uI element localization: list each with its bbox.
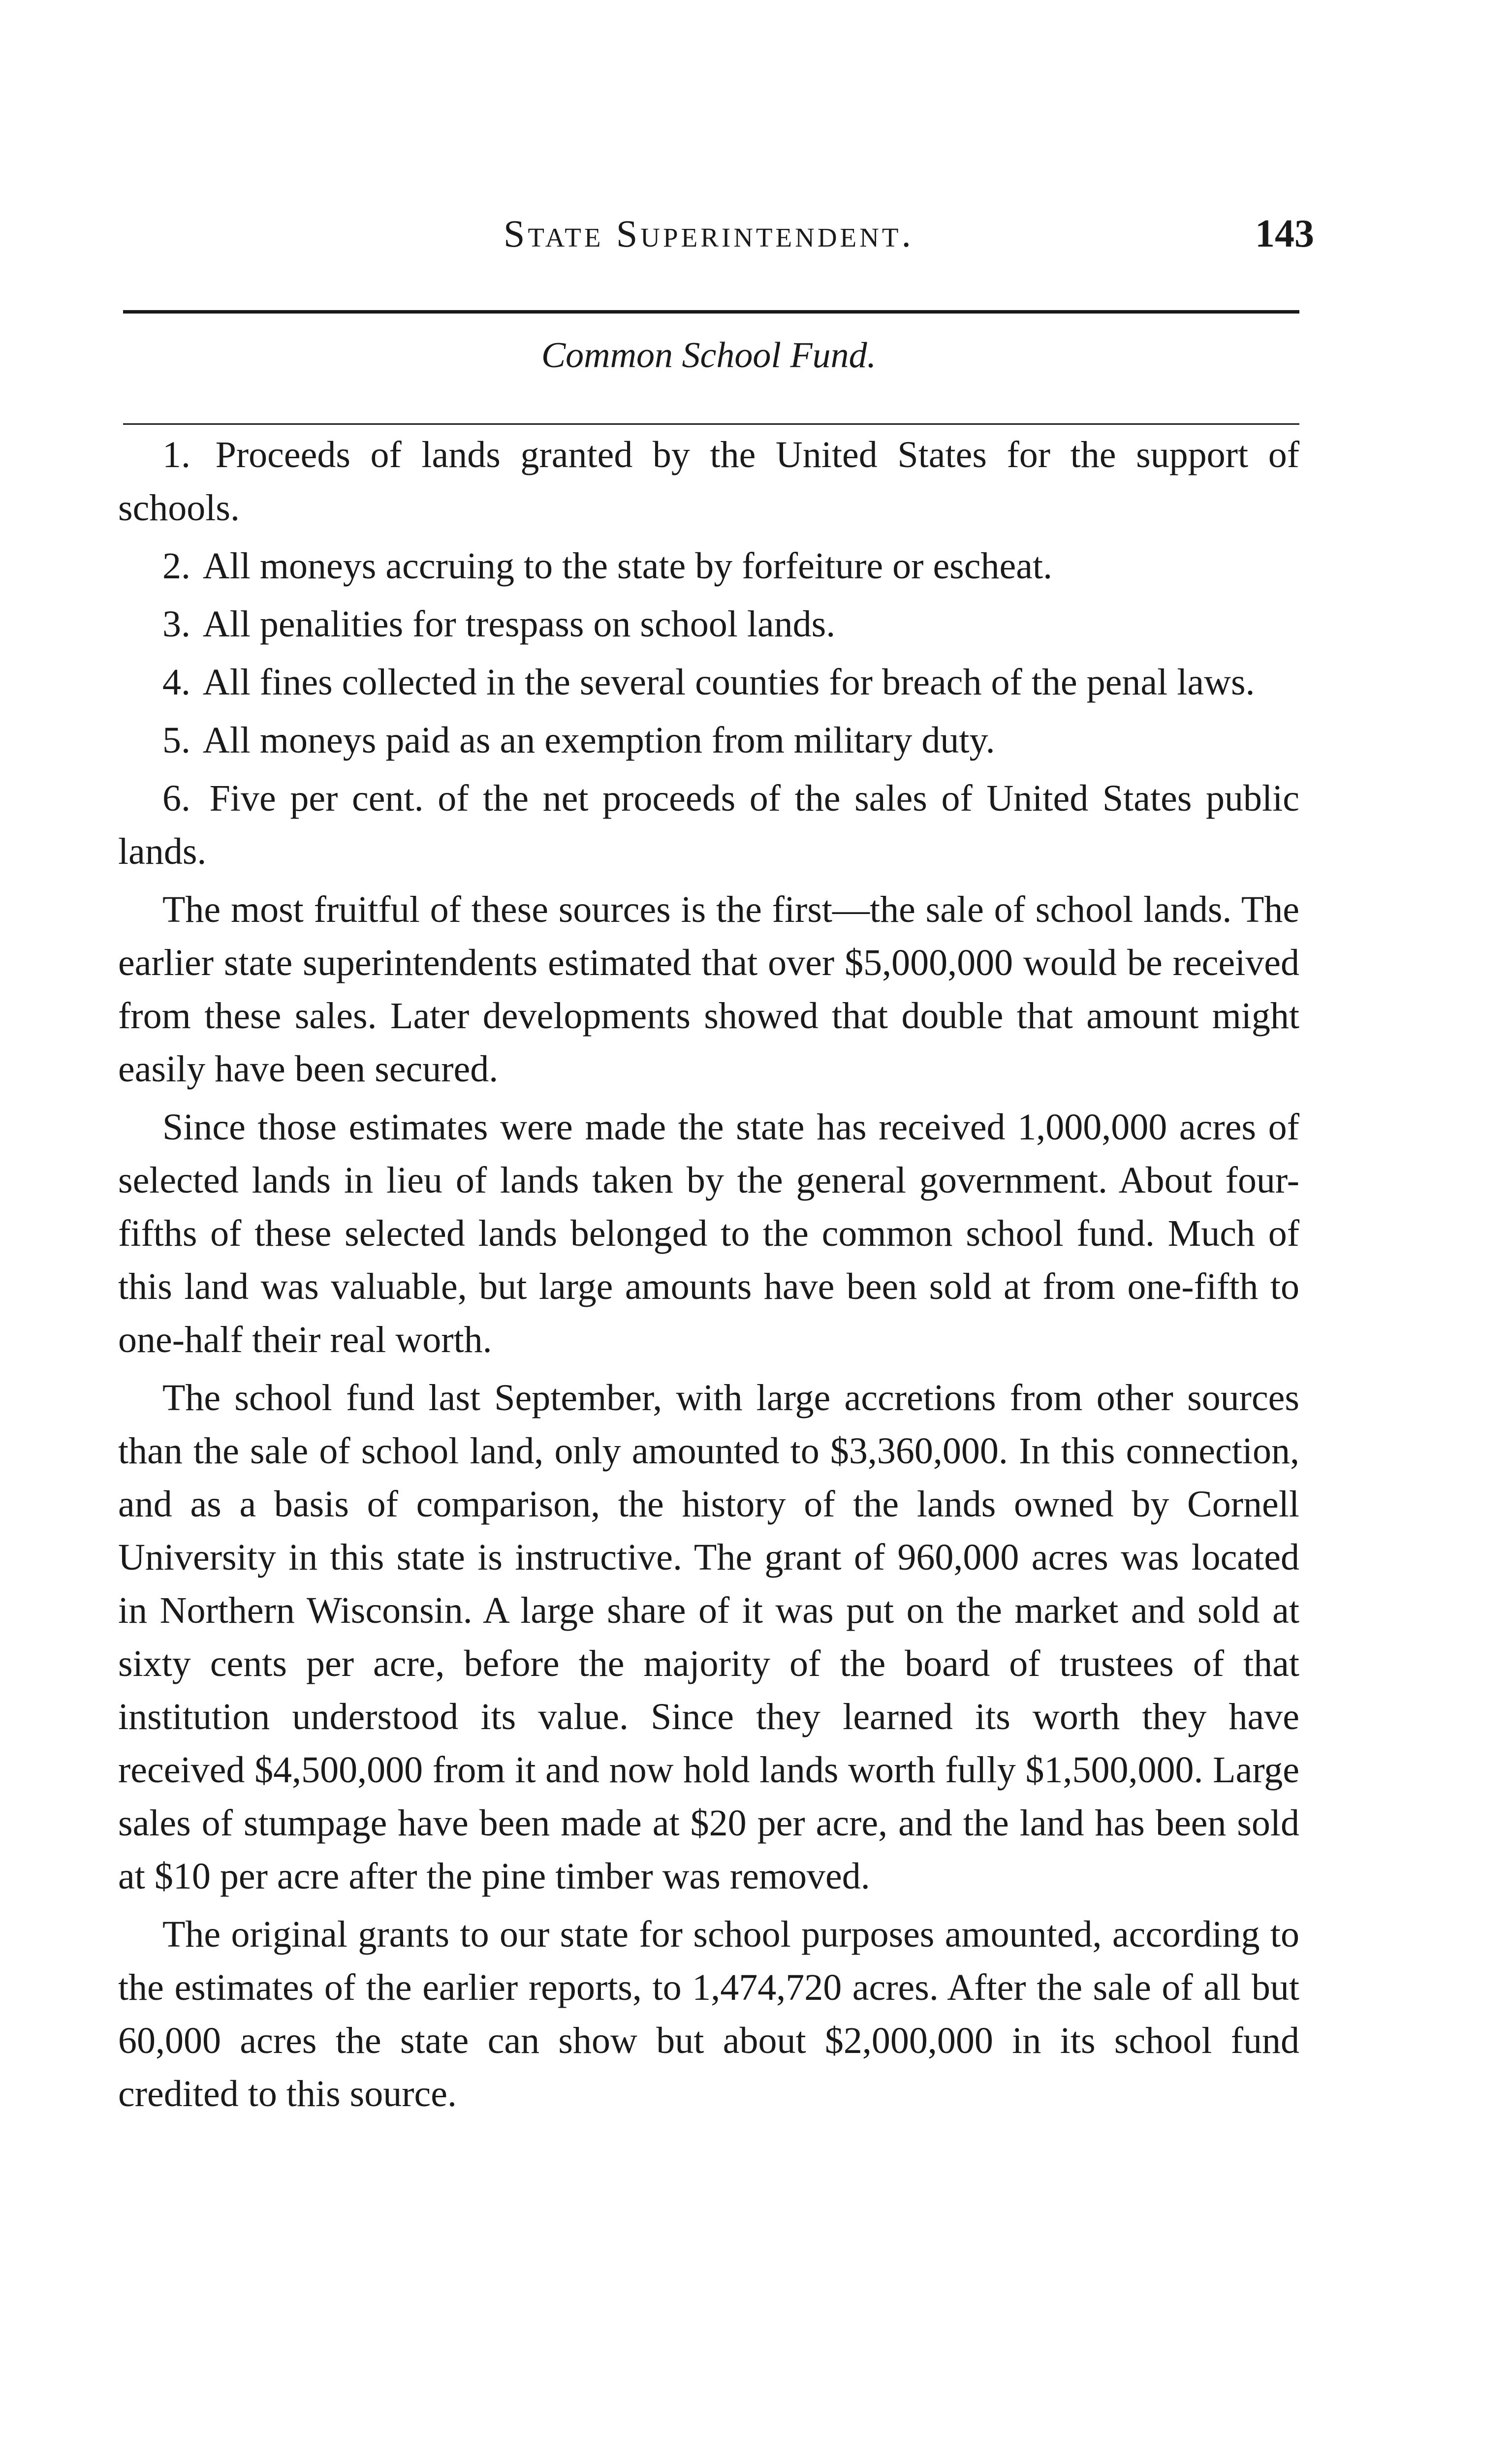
- list-item: [118, 656, 1299, 709]
- list-item: [118, 539, 1299, 593]
- header-rule: [123, 310, 1299, 314]
- page-number: 143: [1255, 212, 1314, 255]
- list-item-text: Proceeds of lands granted by the United States for the support of schools.: [118, 434, 1300, 529]
- paragraph: The original grants to our state for school purposes amounted, according to the estimates of the earlier reports, to 1,474,720 acres. After the sale of all but 60,000 acres the state can show but about $2,000,000 in its school fund credited to this source.: [118, 1914, 1299, 2114]
- section-rule: [123, 423, 1299, 425]
- section-title: Common School Fund.: [541, 335, 877, 376]
- paragraph: The most fruitful of these sources is the first—the sale of school lands. The earlier state superintendents estimated that over $5,000,000 would be received from these sales. Later developments showed that double that amount might easily have been secured.: [118, 889, 1299, 1090]
- list-item-number: 3.: [162, 603, 190, 645]
- list-item-text: All moneys paid as an exemption from military duty.: [202, 720, 995, 761]
- body-text: [118, 428, 1299, 2125]
- paragraph: Since those estimates were made the state has received 1,000,000 acres of selected lands in lieu of lands taken by the general government. About four-fifths of these selected lands belonged to the common school fund. Much of this land was valuable, but large amounts have been sold at from one-fifth to one-half their real worth.: [118, 1106, 1299, 1360]
- list-item-number: 6.: [162, 778, 190, 819]
- list-item: [118, 428, 1299, 535]
- list-item-number: 1.: [162, 434, 190, 475]
- list-item-number: 5.: [162, 720, 190, 761]
- running-head: [118, 212, 1314, 266]
- list-item: [118, 598, 1299, 651]
- list-item-number: 4.: [162, 662, 190, 703]
- list-item-text: Five per cent. of the net proceeds of the sales of United States public lands.: [118, 778, 1300, 872]
- list-item-text: All moneys accruing to the state by forfeiture or escheat.: [202, 545, 1053, 587]
- paragraph: The school fund last September, with large accretions from other sources than the sale of school land, only amounted to $3,360,000. In this connection, and as a basis of comparison, the history of the lands owned by Cornell University in this state is instructive. The grant of 960,000 acres was located in Northern Wisconsin. A large share of it was put on the market and sold at sixty cents per acre, before the majority of the board of trustees of that institution understood its value. Since they learned its worth they have received $4,500,000 from it and now hold lands worth fully $1,500,000. Large sales of stumpage have been made at $20 per acre, and the land has been sold at $10 per acre after the pine timber was removed.: [118, 1377, 1299, 1897]
- list-item-number: 2.: [162, 545, 190, 587]
- list-item-text: All fines collected in the several counties for breach of the penal laws.: [202, 662, 1255, 703]
- list-item-text: All penalities for trespass on school lands.: [202, 603, 836, 645]
- running-title: State Superintendent.: [504, 212, 914, 255]
- list-item: [118, 772, 1299, 878]
- list-item: [118, 714, 1299, 767]
